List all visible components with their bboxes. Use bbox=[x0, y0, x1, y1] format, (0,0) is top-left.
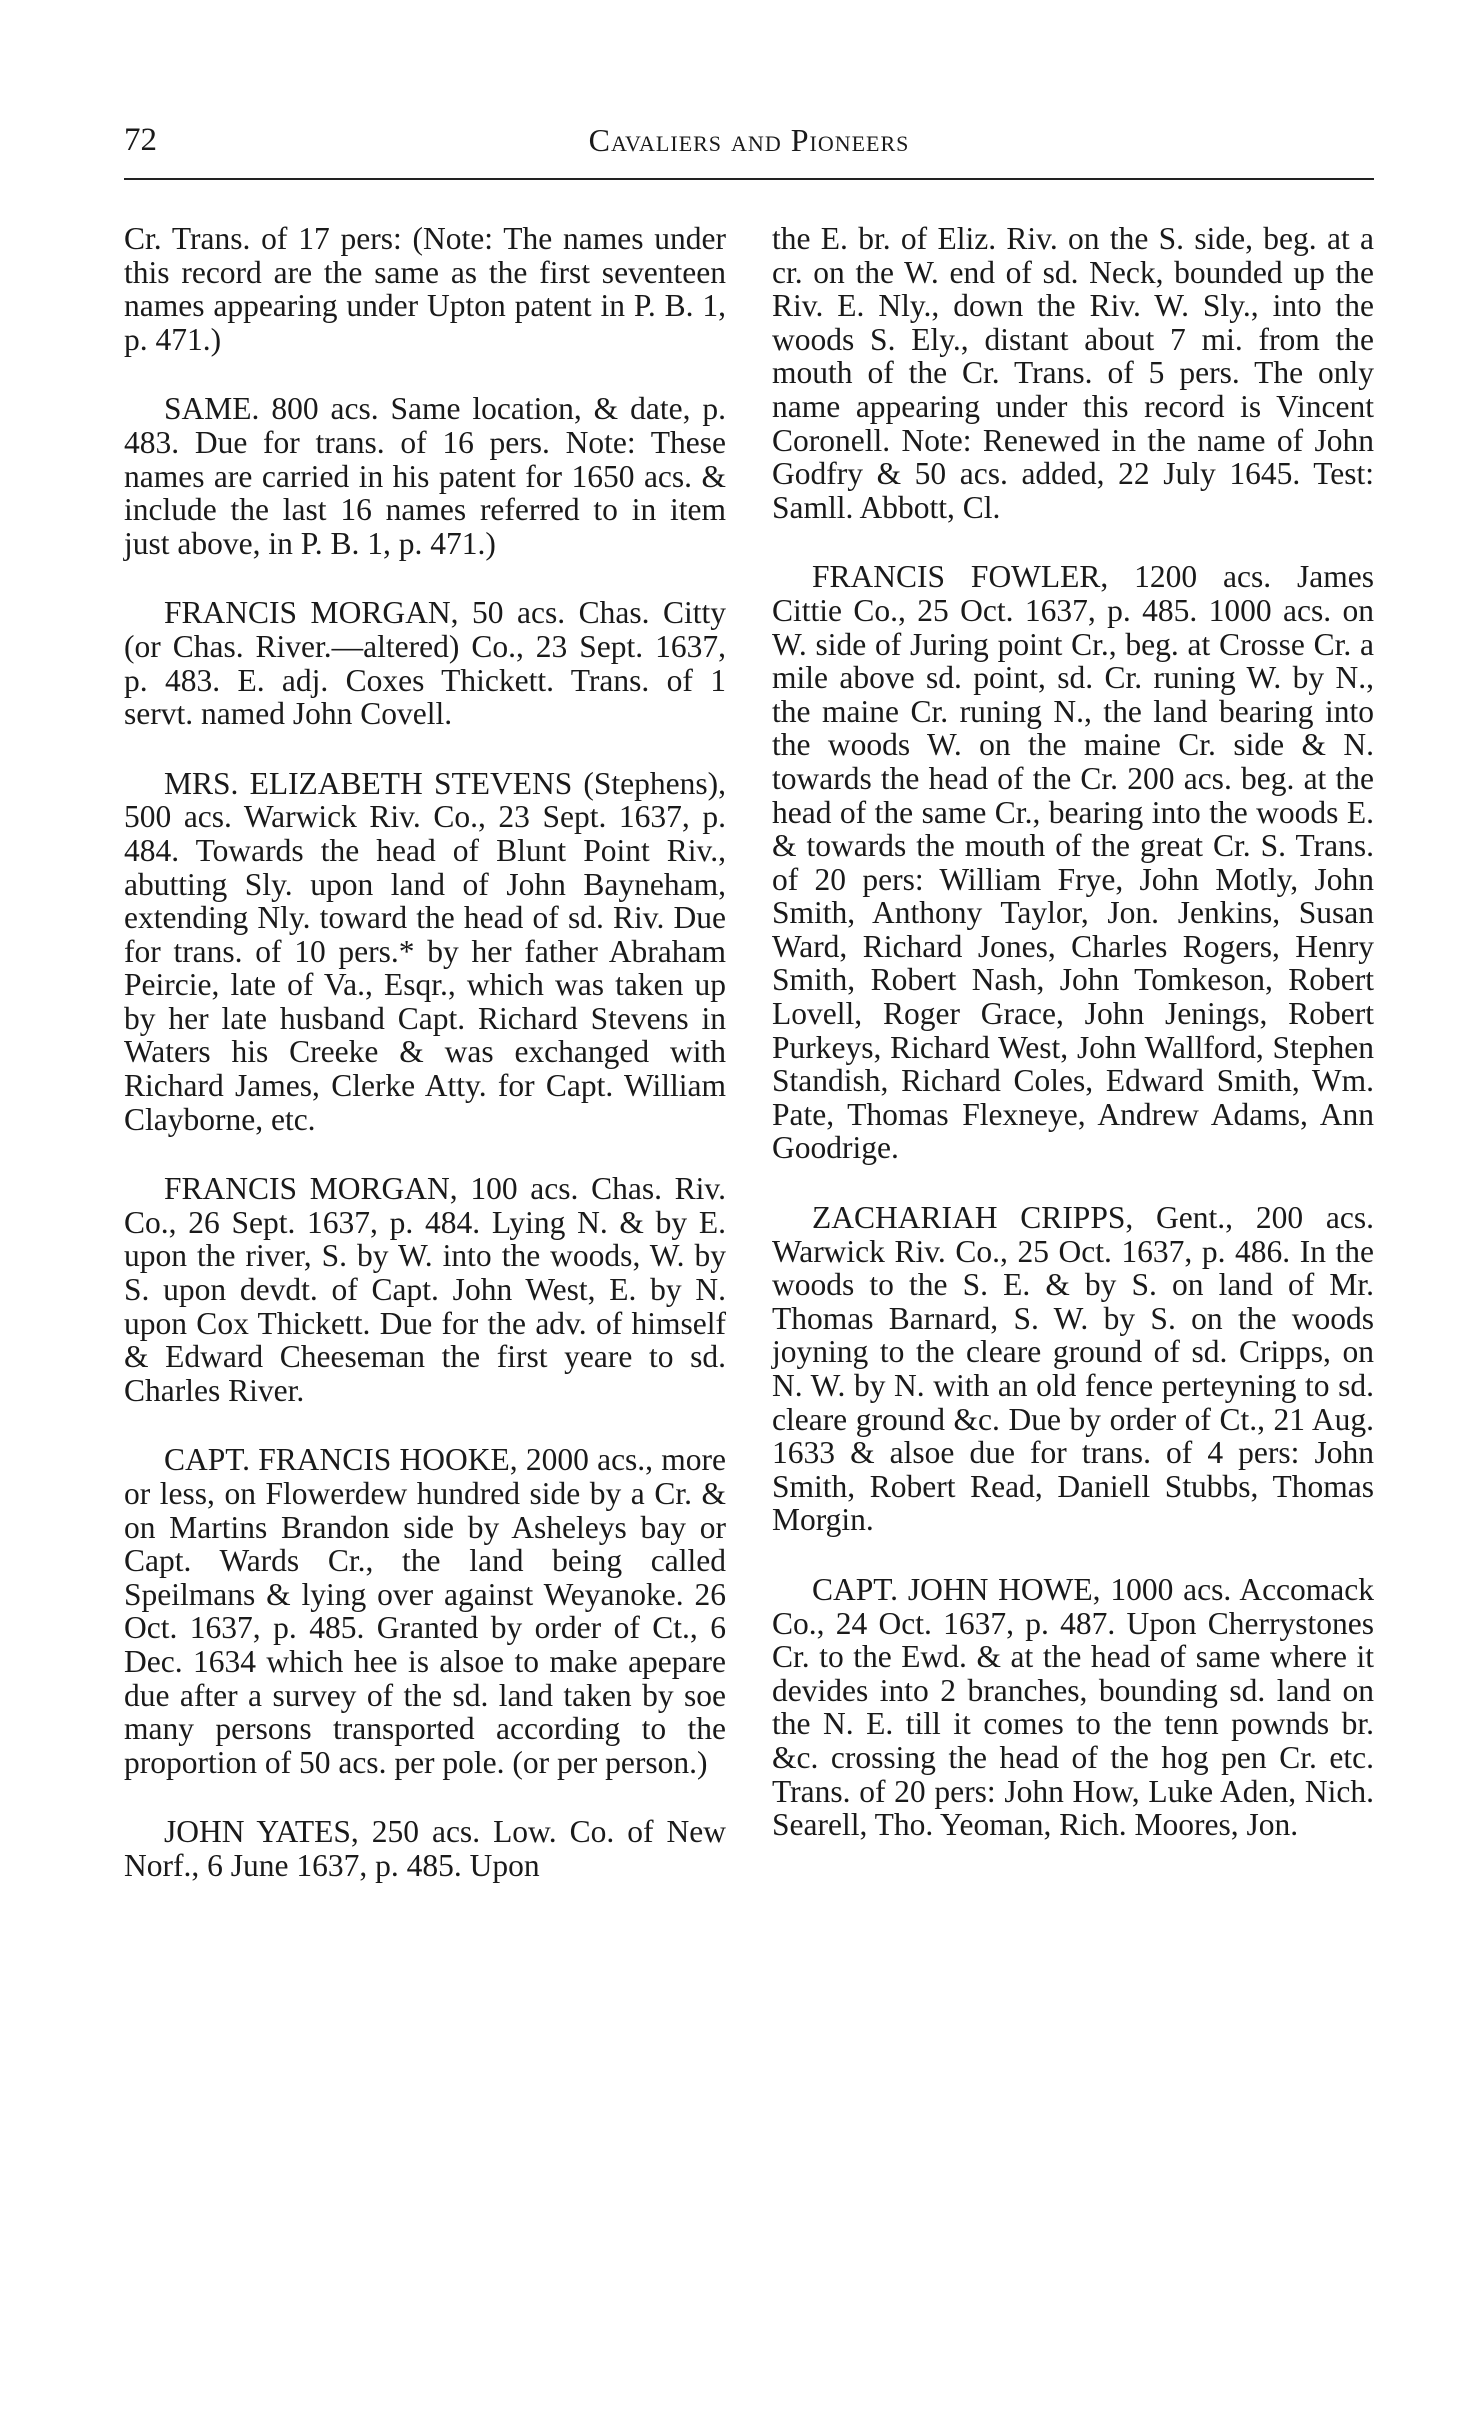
entry-francis-morgan-100: FRANCIS MORGAN, 100 acs. Chas. Riv. Co., 26 Sept. 1637, p. 484. Lying N. & by E. upon the river, S. by W. into the woods, W. by S. upon devdt. of Capt. John West, E. by N. upon Cox Thickett. Due for the adv. of himself & Edward Cheeseman the first yeare to sd. Charles River. bbox=[124, 1171, 726, 1408]
page-number: 72 bbox=[124, 122, 157, 158]
left-column bbox=[124, 222, 726, 1883]
right-column bbox=[772, 222, 1374, 1842]
running-title: Cavaliers and Pioneers bbox=[588, 122, 910, 158]
entry-john-yates-continued: the E. br. of Eliz. Riv. on the S. side, beg. at a cr. on the W. end of sd. Neck, bounded up the Riv. E. Nly., down the Riv. W. Sly., into the woods S. Ely., distant about 7 mi. from the mouth of the Cr. Trans. of 5 pers. The only name appearing under this record is Vincent Coronell. Note: Renewed in the name of John Godfry & 50 acs. added, 22 July 1645. Test: Samll. Abbott, Cl. bbox=[772, 221, 1374, 525]
page-header bbox=[124, 122, 1374, 172]
header-rule bbox=[124, 178, 1374, 180]
entry-francis-fowler: FRANCIS FOWLER, 1200 acs. James Cittie Co., 25 Oct. 1637, p. 485. 1000 acs. on W. side of Juring point Cr., beg. at Crosse Cr. a mile above sd. point, sd. Cr. runing W. by N., the maine Cr. runing N., the land bearing into the woods W. on the maine Cr. side & N. towards the head of the Cr. 200 acs. beg. at the head of the same Cr., bearing into the woods E. & towards the mouth of the great Cr. S. Trans. of 20 pers: William Frye, John Motly, John Smith, Anthony Taylor, Jon. Jenkins, Susan Ward, Richard Jones, Charles Rogers, Henry Smith, Robert Nash, John Tomkeson, Robert Lovell, Roger Grace, John Jenings, Robert Purkeys, Richard West, John Wallford, Stephen Standish, Richard Coles, Edward Smith, Wm. Pate, Thomas Flexneye, Andrew Adams, Ann Goodrige. bbox=[772, 559, 1374, 1166]
entry-elizabeth-stevens: MRS. ELIZABETH STEVENS (Stephens), 500 acs. Warwick Riv. Co., 23 Sept. 1637, p. 484. Towards the head of Blunt Point Riv., abutting Sly. upon land of John Bayneham, extending Nly. toward the head of sd. Riv. Due for trans. of 10 pers.* by her father Abraham Peircie, late of Va., Esqr., which was taken up by her late husband Capt. Richard Stevens in Waters his Creeke & was exchanged with Richard James, Clerke Atty. for Capt. William Clayborne, etc. bbox=[124, 765, 726, 1137]
entry-same-800-acs: SAME. 800 acs. Same location, & date, p. 483. Due for trans. of 16 pers. Note: These names are carried in his patent for 1650 acs. & include the last 16 names referred to in item just above, in P. B. 1, p. 471.) bbox=[124, 391, 726, 561]
entry-john-yates: JOHN YATES, 250 acs. Low. Co. of New Norf., 6 June 1637, p. 485. Upon bbox=[124, 1814, 726, 1883]
entry-continuation: Cr. Trans. of 17 pers: (Note: The names under this record are the same as the first seventeen names appearing under Upton patent in P. B. 1, p. 471.) bbox=[124, 221, 726, 357]
entry-zachariah-cripps: ZACHARIAH CRIPPS, Gent., 200 acs. Warwick Riv. Co., 25 Oct. 1637, p. 486. In the woods to the S. E. & by S. on land of Mr. Thomas Barnard, S. W. by S. on the woods joyning to the cleare ground of sd. Cripps, on N. W. by N. with an old fence perteyning to sd. cleare ground &c. Due by order of Ct., 21 Aug. 1633 & alsoe due for trans. of 4 pers: John Smith, Robert Read, Daniell Stubbs, Thomas Morgin. bbox=[772, 1200, 1374, 1538]
entry-john-howe: CAPT. JOHN HOWE, 1000 acs. Accomack Co., 24 Oct. 1637, p. 487. Upon Cherrystones Cr. to the Ewd. & at the head of same where it devides into 2 branches, bounding sd. land on the N. E. till it comes to the tenn pownds br. &c. crossing the head of the hog pen Cr. etc. Trans. of 20 pers: John How, Luke Aden, Nich. Searell, Tho. Yeoman, Rich. Moores, Jon. bbox=[772, 1571, 1374, 1843]
entry-francis-hooke: CAPT. FRANCIS HOOKE, 2000 acs., more or less, on Flowerdew hundred side by a Cr. & on Martins Brandon side by Asheleys bay or Capt. Wards Cr., the land being called Speilmans & lying over against Weyanoke. 26 Oct. 1637, p. 485. Granted by order of Ct., 6 Dec. 1634 which hee is alsoe to make apepare due after a survey of the sd. land taken by soe many persons transported according to the proportion of 50 acs. per pole. (or per person.) bbox=[124, 1442, 726, 1780]
entry-francis-morgan-50: FRANCIS MORGAN, 50 acs. Chas. Citty (or Chas. River.—altered) Co., 23 Sept. 1637, p. 483. E. adj. Coxes Thickett. Trans. of 1 servt. named John Covell. bbox=[124, 595, 726, 732]
